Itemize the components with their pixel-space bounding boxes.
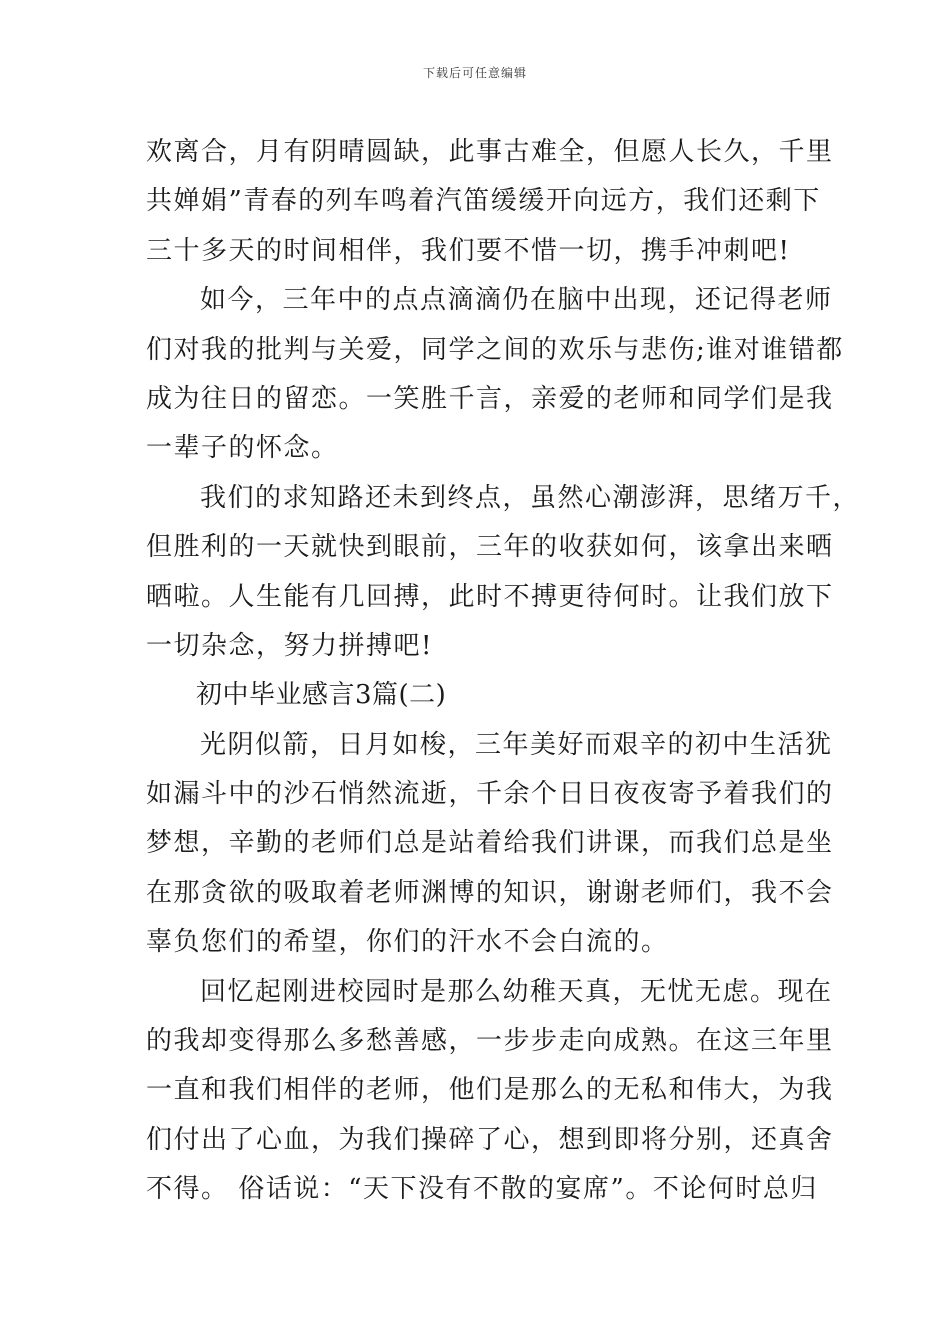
paragraph-first-line: 回忆起刚进校园时是那么幼稚天真，无忧无虑。现在 [200, 976, 833, 1007]
text-line: 但胜利的一天就快到眼前，三年的收获如何，该拿出来晒 [146, 532, 834, 563]
text-line: 梦想，辛勤的老师们总是站着给我们讲课，而我们总是坐 [146, 828, 834, 859]
text-line: 共婵娟”青春的列车鸣着汽笛缓缓开向远方，我们还剩下 [146, 186, 821, 217]
text-line: 晒啦。人生能有几回搏，此时不搏更待何时。让我们放下 [146, 581, 834, 612]
paragraph-first-line: 我们的求知路还未到终点，虽然心潮澎湃，思绪万千， [200, 482, 861, 513]
text-line: 欢离合，月有阴晴圆缺，此事古难全，但愿人长久，千里 [146, 137, 834, 167]
text-line: 的我却变得那么多愁善感，一步步走向成熟。在这三年里 [146, 1026, 834, 1057]
document-body [146, 128, 861, 1215]
text-line: 一切杂念，努力拼搏吧! [146, 630, 433, 661]
section-heading: 初中毕业感言3篇(二) [196, 680, 447, 711]
text-line: 们对我的批判与关爱，同学之间的欢乐与悲伤;谁对谁错都 [146, 334, 844, 365]
text-line: 们付出了心血，为我们操碎了心，想到即将分别，还真舍 [146, 1124, 834, 1155]
text-line: 如漏斗中的沙石悄然流逝，千余个日日夜夜寄予着我们的 [146, 779, 834, 810]
text-line: 成为往日的留恋。一笑胜千言，亲爱的老师和同学们是我 [146, 383, 834, 414]
text-line: 三十多天的时间相伴，我们要不惜一切，携手冲刺吧! [146, 235, 791, 266]
text-line: 不得。 俗话说：“天下没有不散的宴席”。不论何时总归 [146, 1174, 818, 1205]
text-line: 在那贪欲的吸取着老师渊博的知识，谢谢老师们，我不会 [146, 877, 834, 908]
page-header-note: 下载后可任意编辑 [422, 66, 527, 80]
paragraph-first-line: 如今，三年中的点点滴滴仍在脑中出现，还记得老师 [200, 285, 833, 316]
text-line: 一辈子的怀念。 [146, 433, 339, 464]
text-line: 一直和我们相伴的老师，他们是那么的无私和伟大，为我 [146, 1075, 834, 1106]
text-line: 辜负您们的希望，你们的汗水不会白流的。 [146, 927, 669, 958]
paragraph-first-line: 光阴似箭，日月如梭，三年美好而艰辛的初中生活犹 [200, 729, 833, 760]
